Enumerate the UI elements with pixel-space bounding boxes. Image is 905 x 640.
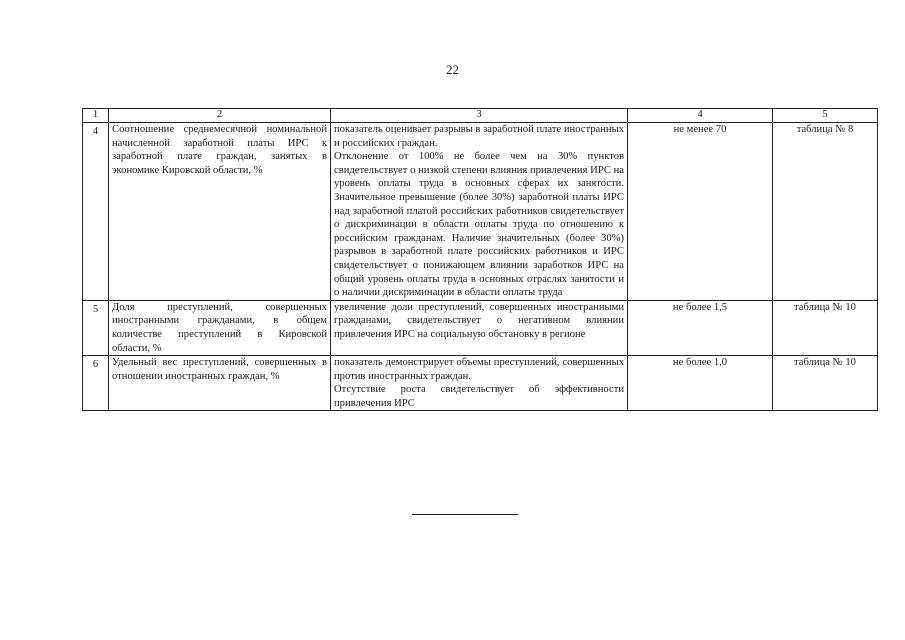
indicator-name: Доля преступлений, совершенных иностранными гражданами, в общем количестве преступлений в Кировской области, %	[109, 300, 331, 355]
row-number: 4	[83, 123, 109, 301]
indicator-norm: не более 1,5	[628, 300, 773, 355]
column-header-4: 4	[628, 109, 773, 123]
column-header-5: 5	[773, 109, 878, 123]
description-paragraph: Отсутствие роста свидетельствует об эффективности привлечения ИРС	[334, 384, 624, 409]
indicator-source: таблица № 10	[773, 300, 878, 355]
description-paragraph: Отклонение от 100% не более чем на 30% пунктов свидетельствует о низкой степени влияния привлечения ИРС на уровень оплаты труда в основных сферах их занятости. Значительное превышение (более 30%) заработной платы ИРС над заработной платой российских работников свидетельствует о дискриминации в области оплаты труда по отношению к российским гражданам. Наличие значительных (более 30%) разрывов в заработной плате российских работников и ИРС свидетельствует о понижающем влиянии заработков ИРС на общий уровень оплаты труда в основных отраслях занятости и о наличии дискриминации в области оплаты труда	[334, 151, 624, 299]
table-row	[83, 123, 878, 301]
indicator-name: Удельный вес преступлений, совершенных в отношении иностранных граждан, %	[109, 356, 331, 411]
description-paragraph: увеличение доли преступлений, совершенных иностранными гражданами, свидетельствует о негативном влиянии привлечения ИРС на социальную обстановку в регионе	[334, 301, 624, 340]
table-header-row	[83, 109, 878, 123]
indicator-source: таблица № 8	[773, 123, 878, 301]
column-header-2: 2	[109, 109, 331, 123]
row-number: 6	[83, 356, 109, 411]
footer-divider	[412, 514, 518, 515]
row-number: 5	[83, 300, 109, 355]
indicator-norm: не менее 70	[628, 123, 773, 301]
description-paragraph: показатель демонстрирует объемы преступлений, совершенных против иностранных граждан.	[334, 357, 624, 382]
indicator-description	[331, 300, 628, 355]
indicator-norm: не более 1,0	[628, 356, 773, 411]
column-header-3: 3	[331, 109, 628, 123]
table-row	[83, 300, 878, 355]
indicators-table	[82, 108, 878, 411]
indicator-source: таблица № 10	[773, 356, 878, 411]
indicator-name: Соотношение среднемесячной номинальной начисленной заработной платы ИРС к заработной плате граждан, занятых в экономике Кировской области, %	[109, 123, 331, 301]
column-header-1: 1	[83, 109, 109, 123]
description-paragraph: показатель оценивает разрывы в заработной плате иностранных и российских граждан.	[334, 124, 624, 149]
page-number: 22	[446, 62, 459, 77]
table-row	[83, 356, 878, 411]
indicator-description	[331, 123, 628, 301]
indicator-description	[331, 356, 628, 411]
